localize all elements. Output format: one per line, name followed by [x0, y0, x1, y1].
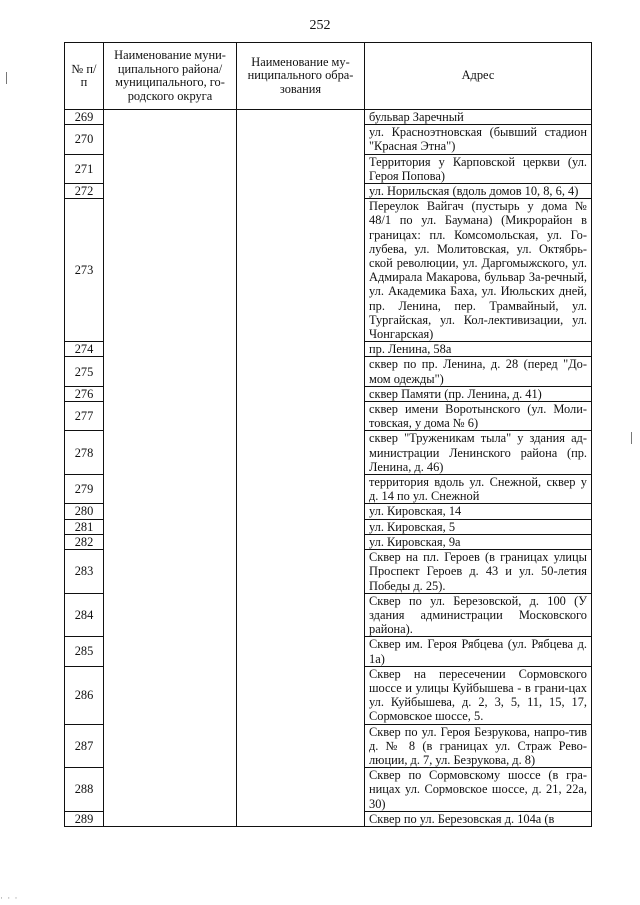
header-district: Наименование муни-ципального района/ муниципального, го-родского округа	[104, 43, 237, 110]
address-cell: Сквер по ул. Березовской, д. 100 (У здания администрации Московского района).	[365, 593, 592, 637]
row-number: 285	[65, 637, 104, 666]
row-number: 283	[65, 550, 104, 594]
address-cell: Сквер по Сормовскому шоссе (в гра-ницах ул. Сормовское шоссе, д. 21, 22а, 30)	[365, 768, 592, 812]
row-number: 288	[65, 768, 104, 812]
address-cell: ул. Красноэтновская (бывший стадион "Красная Этна")	[365, 125, 592, 154]
address-cell: пр. Ленина, 58а	[365, 342, 592, 357]
address-table	[64, 42, 592, 827]
address-cell: территория вдоль ул. Снежной, сквер у д. 14 по ул. Снежной	[365, 475, 592, 504]
header-num: № п/п	[65, 43, 104, 110]
row-number: 281	[65, 519, 104, 534]
address-cell: Сквер по ул. Березовская д. 104а (в	[365, 811, 592, 826]
page-number: 252	[309, 18, 331, 33]
row-number: 284	[65, 593, 104, 637]
address-cell: Сквер им. Героя Рябцева (ул. Рябцева д. 1а)	[365, 637, 592, 666]
address-cell: Сквер по ул. Героя Безрукова, напро-тив д. № 8 (в границах ул. Страж Рево-люции, д. 7, ул. Безрукова, д. 8)	[365, 724, 592, 768]
address-cell: ул. Кировская, 14	[365, 504, 592, 519]
row-number: 271	[65, 154, 104, 183]
address-cell: сквер "Труженикам тыла" у здания ад-министрации Ленинского района (пр. Ленина, д. 46)	[365, 431, 592, 475]
district-cell	[104, 110, 237, 827]
address-cell: Сквер на пересечении Сормовского шоссе и улицы Куйбышева - в грани-цах ул. Куйбышева, д. 2, 3, 5, 11, 15, 17, Сормовское шоссе, 5.	[365, 666, 592, 724]
header-entity: Наименование му-ниципального обра-зования	[237, 43, 365, 110]
address-cell: бульвар Заречный	[365, 110, 592, 125]
table-header-row	[65, 43, 592, 110]
entity-cell	[237, 110, 365, 827]
row-number: 273	[65, 199, 104, 342]
address-cell: ул. Кировская, 9а	[365, 534, 592, 549]
row-number: 279	[65, 475, 104, 504]
row-number: 269	[65, 110, 104, 125]
address-cell: Переулок Вайгач (пустырь у дома № 48/1 по ул. Баумана) (Микрорайон в границах: пл. Комсомольская, ул. Го-лубева, ул. Молитовская, ул. Октябрь-ской революции, ул. Даргомыжского, ул. Адмирала Макарова, бульвар За-речный, ул. Академика Баха, ул. Июльских дней, пр. Ленина, пер. Трамвайный, ул. Тургайская, ул. Кол-лективизации, ул. Чонгарская)	[365, 199, 592, 342]
row-number: 289	[65, 811, 104, 826]
table-row	[65, 110, 592, 125]
row-number: 274	[65, 342, 104, 357]
header-address: Адрес	[365, 43, 592, 110]
address-cell: Сквер на пл. Героев (в границах улицы Проспект Героев д. 43 и ул. 50-летия Победы д. 25).	[365, 550, 592, 594]
table-body	[65, 110, 592, 827]
row-number: 287	[65, 724, 104, 768]
row-number: 270	[65, 125, 104, 154]
right-margin-mark	[631, 432, 632, 444]
row-number: 277	[65, 402, 104, 431]
row-number: 278	[65, 431, 104, 475]
scan-artifact: · · ·	[0, 893, 19, 903]
row-number: 286	[65, 666, 104, 724]
address-cell: ул. Кировская, 5	[365, 519, 592, 534]
address-cell: ул. Норильская (вдоль домов 10, 8, 6, 4)	[365, 184, 592, 199]
left-margin-mark	[6, 72, 7, 84]
address-cell: сквер имени Воротынского (ул. Моли-товская, у дома № 6)	[365, 402, 592, 431]
row-number: 275	[65, 357, 104, 386]
address-cell: сквер Памяти (пр. Ленина, д. 41)	[365, 386, 592, 401]
address-cell: сквер по пр. Ленина, д. 28 (перед "До-мом одежды")	[365, 357, 592, 386]
row-number: 272	[65, 184, 104, 199]
row-number: 282	[65, 534, 104, 549]
row-number: 276	[65, 386, 104, 401]
address-cell: Территория у Карповской церкви (ул. Героя Попова)	[365, 154, 592, 183]
row-number: 280	[65, 504, 104, 519]
